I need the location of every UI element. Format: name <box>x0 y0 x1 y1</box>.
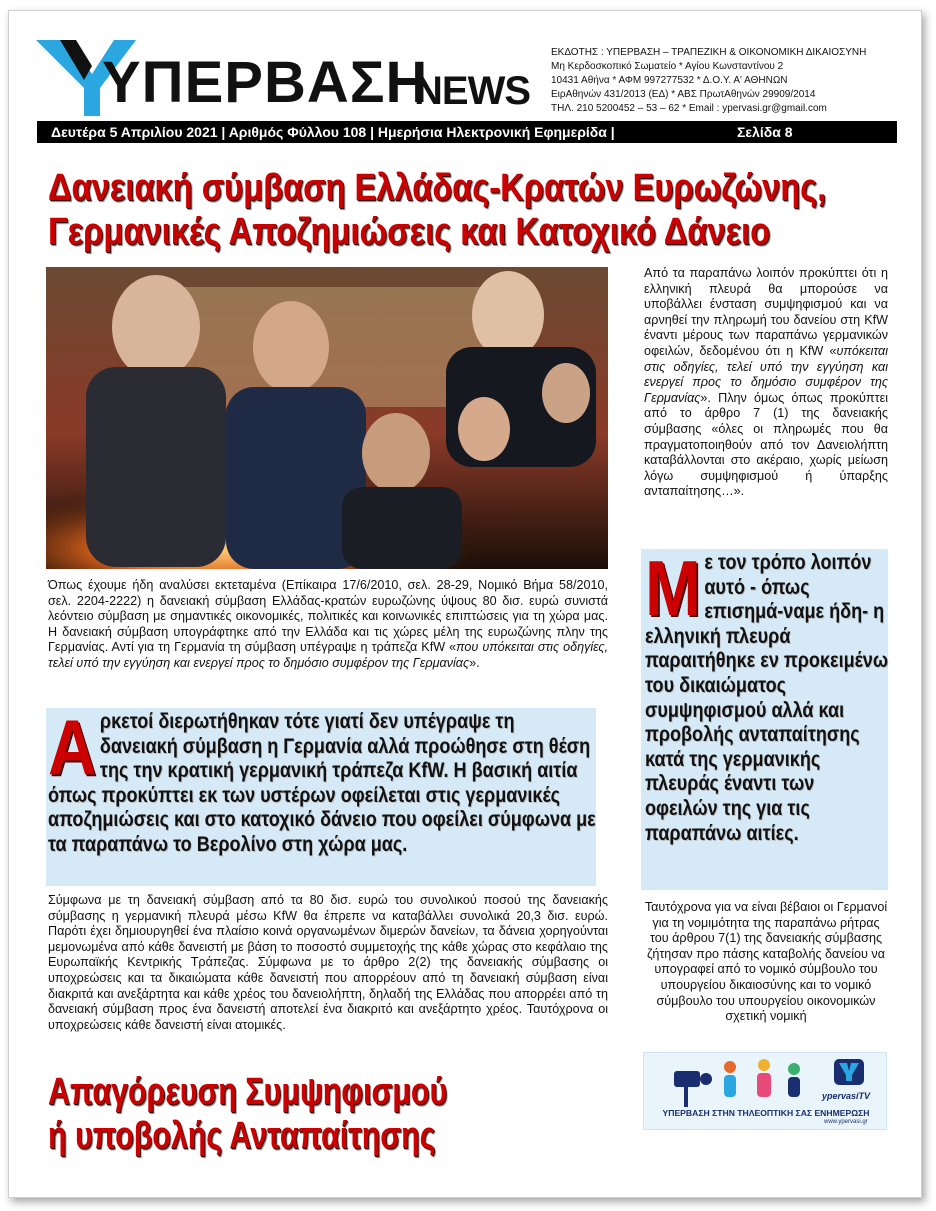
article-paragraph: Ταυτόχρονα για να είναι βέβαιοι οι Γερμανοί για τη νομιμότητα της παραπάνω ρήτρας του άρθρου 7(1) της δανειακής σύμβασης ζήτησαν προ πάσης καταβολής δανείου να υπογραφεί από το νομικό σύμβουλο του υπουργείου δικαιοσύνης και το νομικό σύμβουλο του υπουργείου οικονομικών σχετική νομική <box>644 900 888 1024</box>
ypervasi-tv-logo-icon <box>834 1059 864 1085</box>
article-headline <box>48 166 827 254</box>
pull-quote: Αρκετοί διερωτήθηκαν τότε γιατί δεν υπέγραψε τη δανειακή σύμβαση η Γερμανία αλλά προώθησε στη θέση της την κρατική γερμανική τράπεζα KfW. Η βασική αιτία όπως προκύπτει εκ των υστέρων οφείλεται στις γερμανικές αποζημιώσεις και στο κατοχικό δάνειο που οφείλει σύμφωνα με τα παραπάνω το Βερολίνο στη χώρα μας. <box>48 703 596 856</box>
publisher-line: ΕιρΑθηνών 431/2013 (ΕΔ) * ΑΒΣ ΠρωτΑθηνών 29909/2014 <box>551 89 816 100</box>
banner-brand: ypervasiTV <box>822 1091 871 1101</box>
article-paragraph: Σύμφωνα με τη δανειακή σύμβαση από τα 80 δισ. ευρώ του συνολικού ποσού της δανειακής σύμβασης η γερμανική πλευρά μέσω KfW θα έπρεπε να καταβάλλει συνολικά 20,3 δισ. ευρώ. Παρότι έχει δημιουργηθεί ένα πλαίσιο κοινά οργανωμένων διμερών δανείων, τα δάνεια χορηγούνται μεμονωμένα από κάθε δανειστή με βάση το ποσοστό συμμετοχής της κάθε χώρας στο κεφάλαιο της Ευρωπαϊκής Κεντρικής Τράπεζας. Σύμφωνα με το άρθρο 2(2) της δανειακής σύμβασης οι υποχρεώσεις και τα δικαιώματα κάθε δανειστή που απορρέουν από τη δανειακή σύμβαση είναι διακριτά και ανεξάρτητα και κάθε χρέος του δανειολήπτη, δηλαδή της Ελλάδας που απορρέει από τη δανειακή σύμβαση προς ένα δανειστή αποτελεί ένα διακριτό και ανεξάρτητο χρέος. Ταυτόχρονα οι υποχρεώσεις κάθε δανειστή είναι ατομικές. <box>48 893 608 1032</box>
publisher-line: ΕΚΔΟΤΗΣ : ΥΠΕΡΒΑΣΗ – ΤΡΑΠΕΖΙΚΗ & ΟΙΚΟΝΟΜΙΚΗ ΔΙΚΑΙΟΣΥΝΗ <box>551 47 867 58</box>
publisher-line: ΤΗΛ. 210 5200452 – 53 – 62 * Email : ypervasi.gr@gmail.com <box>551 103 827 114</box>
subhead-line: Απαγόρευση Συμψηφισμού <box>48 1071 448 1113</box>
ypervasi-tv-banner[interactable] <box>643 1052 887 1130</box>
logo-news: NEWS <box>414 69 530 113</box>
publisher-info <box>551 46 911 116</box>
page-number: Σελίδα 8 <box>737 124 793 140</box>
subhead-line: ή υποβολής Ανταπαίτησης <box>48 1115 436 1157</box>
article-paragraph: Από τα παραπάνω λοιπόν προκύπτει ότι η ελληνική πλευρά θα μπορούσε να υποβάλλει ένσταση συμψηφισμού και να αρνηθεί την πληρωμή του δανείου στη KfW έναντι μέρους των παραπάνω γερμανικών οφειλών, δεδομένου ότι η KfW «υπόκειται στις οδηγίες, τελεί υπό την εγγύηση και ενεργεί προς το δημόσιο συμφέρον της Γερμανίας». Πλην όμως όπως προκύπτει από το άρθρο 7 (1) της δανειακής σύμβασης «όλες οι πληρωμές που θα πραγματοποιηθούν από τον Δανειολήπτη καταβάλλονται στο ακέραιο, χωρίς μείωση λόγω συμψηφισμού ή ύπαρξης ανταπαίτησης…». <box>644 266 888 499</box>
banner-caption: ΥΠΕΡΒΑΣΗ ΣΤΗΝ ΤΗΛΕΟΠΤΙΚΗ ΣΑΣ ΕΝΗΜΕΡΩΣΗ <box>662 1108 870 1118</box>
masthead-logo <box>36 40 530 116</box>
politicians-photo-collage <box>46 267 608 569</box>
section-subheading <box>48 1070 544 1158</box>
article-paragraph: Όπως έχουμε ήδη αναλύσει εκτεταμένα (Επίκαιρα 17/6/2010, σελ. 28-29, Νομικό Βήμα 58/2010, σελ. 2204-2222) η δανειακή σύμβαση Ελλάδας-κρατών ευρωζώνης ύψους 80 δισ. ευρώ συνιστά λεόντειο σύμβαση με σημαντικές οικονομικές, πολιτικές και κοινωνικές επιπτώσεις για τη χώρα μας. Η δανειακή σύμβαση υπογράφτηκε από την Ελλάδα και τις χώρες μέλη της ευρωζώνης πλην της Γερμανίας. Αντί για τη Γερμανία τη σύμβαση υπέγραψε η τράπεζα KfW «που υπόκειται στις οδηγίες, τελεί υπό την εγγύηση και ενεργεί προς το δημόσιο συμφέρον της Γερμανίας». <box>48 578 608 670</box>
dropcap: Α <box>48 703 97 791</box>
dropcap: Μ <box>645 544 701 632</box>
publisher-line: 10431 Αθήνα * ΑΦΜ 997277532 * Δ.Ο.Υ. Α' ΑΘΗΝΩΝ <box>551 75 788 86</box>
logo-text: ΥΠΕΡΒΑΣΗ <box>102 50 429 115</box>
banner-url[interactable]: www.ypervasi.gr <box>824 1119 868 1125</box>
issue-info: Δευτέρα 5 Απριλίου 2021 | Αριθμός Φύλλου 108 | Ημερήσια Ηλεκτρονική Εφημερίδα | <box>51 124 615 140</box>
issue-info-bar <box>37 121 897 143</box>
pull-quote: Με τον τρόπο λοιπόν αυτό - όπως επισημά-ναμε ήδη- η ελληνική πλευρά παραιτήθηκε εν προκειμένω του δικαιώματος συμψηφισμού αλλά και προβολής ανταπαίτησης κατά της γερμανικής πλευράς έναντι των οφειλών της για τις παραπάνω αιτίες. <box>645 544 889 845</box>
collage-image <box>46 267 608 569</box>
headline-line: Γερμανικές Αποζημιώσεις και Κατοχικό Δάνειο <box>48 211 771 253</box>
publisher-line: Μη Κερδοσκοπικό Σωματείο * Αγίου Κωνσταντίνου 2 <box>551 61 784 72</box>
headline-line: Δανειακή σύμβαση Ελλάδας-Κρατών Ευρωζώνης, <box>48 167 827 209</box>
